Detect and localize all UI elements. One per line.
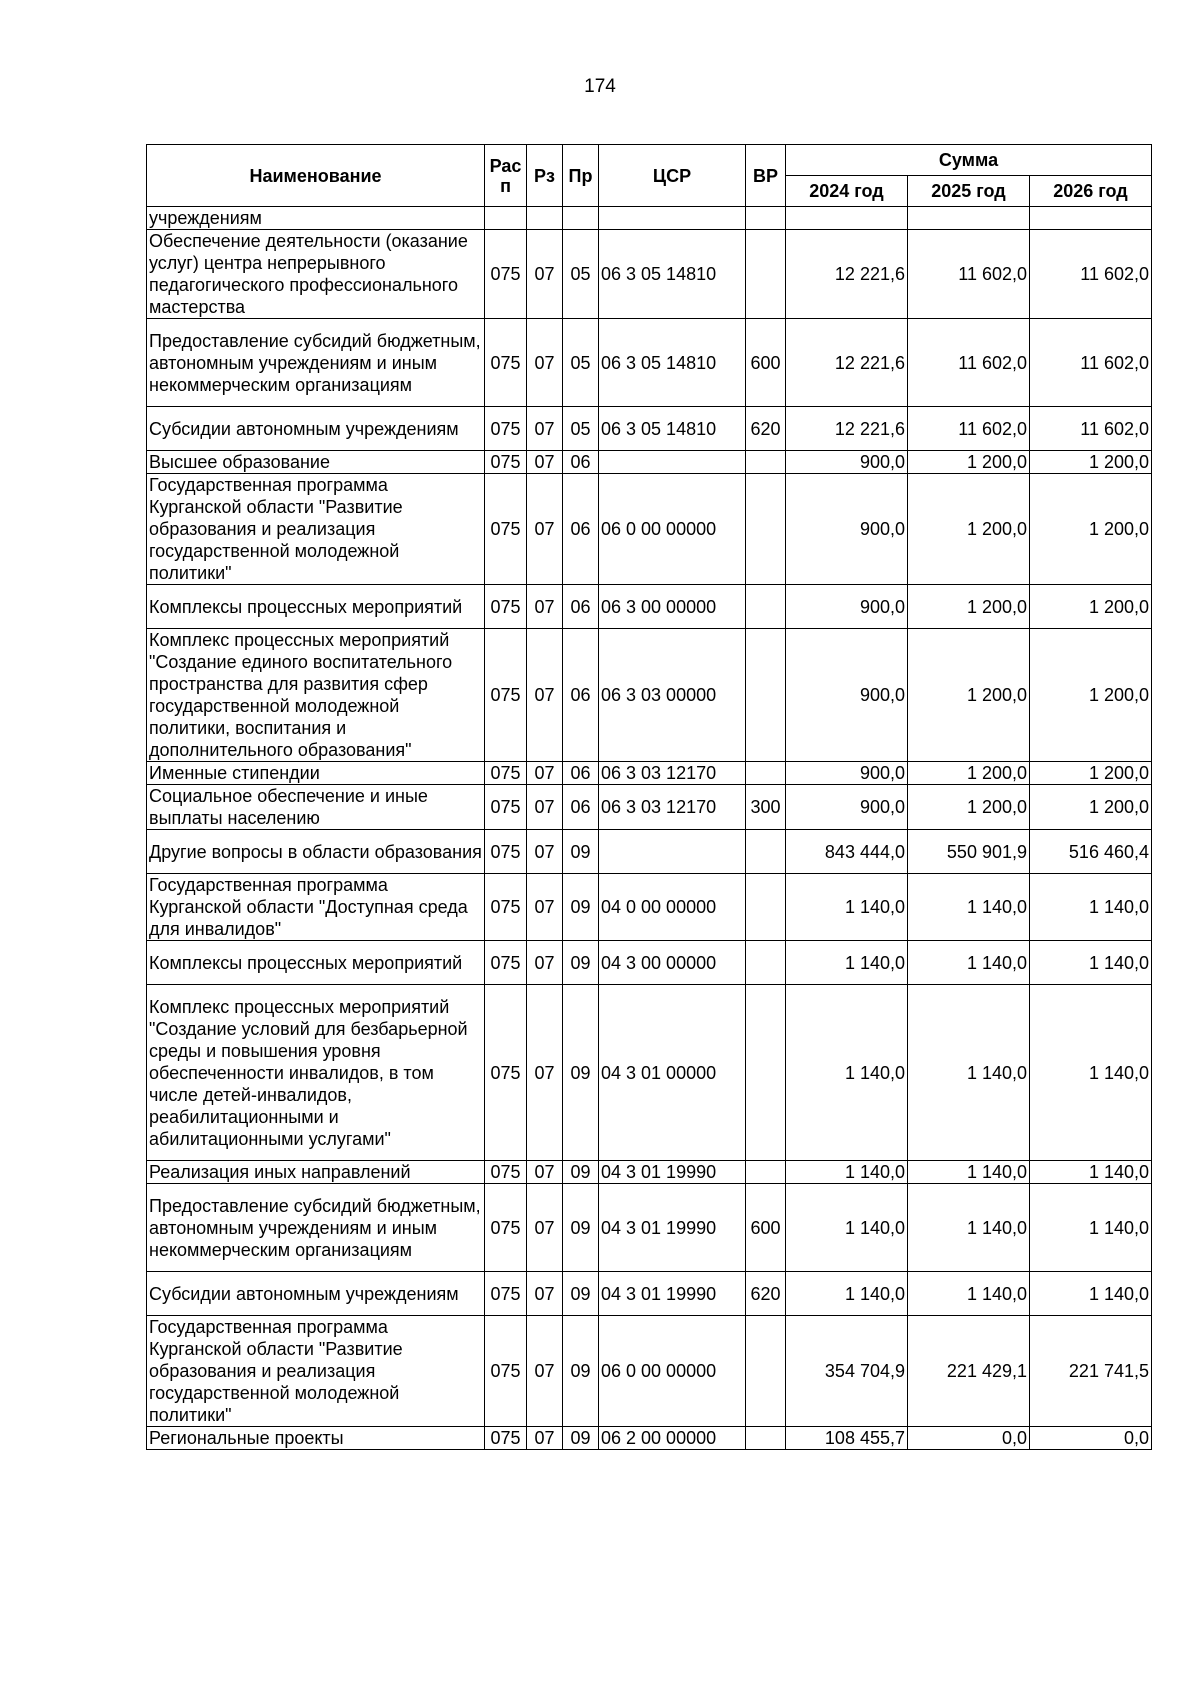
header-name: Наименование [147,145,485,207]
row-sum-2025: 1 140,0 [908,1184,1030,1272]
row-vr [746,762,786,785]
row-rasp: 075 [485,985,527,1161]
row-sum-2026: 1 140,0 [1030,1184,1152,1272]
row-csr [599,207,746,230]
row-sum-2024: 900,0 [786,762,908,785]
row-vr [746,1161,786,1184]
row-rz: 07 [527,451,563,474]
row-rz: 07 [527,1427,563,1450]
row-sum-2024: 900,0 [786,585,908,629]
table-row [147,629,1152,762]
row-rz: 07 [527,985,563,1161]
row-sum-2026: 1 200,0 [1030,474,1152,585]
row-name: Комплексы процессных мероприятий [147,941,485,985]
row-vr [746,874,786,941]
row-csr: 06 3 05 14810 [599,230,746,319]
row-sum-2024: 900,0 [786,785,908,830]
header-rasp: Рас п [485,145,527,207]
row-sum-2025: 1 140,0 [908,1161,1030,1184]
row-sum-2026: 221 741,5 [1030,1316,1152,1427]
row-vr: 620 [746,407,786,451]
row-pr: 06 [563,474,599,585]
row-vr [746,474,786,585]
table-row [147,785,1152,830]
row-vr [746,585,786,629]
row-rasp: 075 [485,474,527,585]
header-pr: Пр [563,145,599,207]
table-row [147,762,1152,785]
row-name: Другие вопросы в области образования [147,830,485,874]
row-rz: 07 [527,785,563,830]
header-year-2024: 2024 год [786,176,908,207]
row-sum-2024: 900,0 [786,451,908,474]
row-rz: 07 [527,1272,563,1316]
row-name: Государственная программа Курганской области "Развитие образования и реализация государственной молодежной политики" [147,1316,485,1427]
row-name: Комплексы процессных мероприятий [147,585,485,629]
row-sum-2026: 11 602,0 [1030,407,1152,451]
row-rasp: 075 [485,762,527,785]
row-rasp: 075 [485,451,527,474]
row-sum-2026: 1 200,0 [1030,785,1152,830]
row-pr [563,207,599,230]
row-sum-2025: 11 602,0 [908,319,1030,407]
row-vr [746,629,786,762]
row-pr: 06 [563,785,599,830]
row-sum-2025: 1 200,0 [908,451,1030,474]
row-sum-2025: 1 200,0 [908,585,1030,629]
table-row [147,585,1152,629]
row-csr: 06 3 05 14810 [599,407,746,451]
table-row [147,230,1152,319]
row-rasp: 075 [485,1184,527,1272]
row-name: Реализация иных направлений [147,1161,485,1184]
row-csr: 04 3 01 19990 [599,1161,746,1184]
row-rasp: 075 [485,629,527,762]
row-name: Комплекс процессных мероприятий "Создание единого воспитательного пространства для развития сфер государственной молодежной политики, воспитания и дополнительного образования" [147,629,485,762]
row-sum-2024: 843 444,0 [786,830,908,874]
row-name: Субсидии автономным учреждениям [147,1272,485,1316]
row-rasp: 075 [485,585,527,629]
row-rz: 07 [527,629,563,762]
row-sum-2026: 0,0 [1030,1427,1152,1450]
row-csr: 06 3 03 12170 [599,785,746,830]
row-name: Предоставление субсидий бюджетным, автономным учреждениям и иным некоммерческим организациям [147,1184,485,1272]
table-row [147,451,1152,474]
table-row [147,941,1152,985]
row-sum-2026: 1 140,0 [1030,985,1152,1161]
table-row [147,1316,1152,1427]
row-rasp: 075 [485,230,527,319]
row-sum-2026: 1 200,0 [1030,762,1152,785]
row-sum-2024: 1 140,0 [786,985,908,1161]
table-row [147,830,1152,874]
row-csr: 06 0 00 00000 [599,1316,746,1427]
row-rz: 07 [527,1184,563,1272]
row-vr [746,985,786,1161]
row-name: Субсидии автономным учреждениям [147,407,485,451]
header-year-2026: 2026 год [1030,176,1152,207]
row-csr: 06 0 00 00000 [599,474,746,585]
table-row [147,874,1152,941]
row-rasp: 075 [485,1272,527,1316]
row-vr [746,1316,786,1427]
row-sum-2024: 900,0 [786,629,908,762]
row-sum-2024: 1 140,0 [786,1161,908,1184]
row-csr: 06 3 00 00000 [599,585,746,629]
row-pr: 09 [563,830,599,874]
row-sum-2024: 900,0 [786,474,908,585]
row-sum-2025: 1 140,0 [908,1272,1030,1316]
row-rz: 07 [527,319,563,407]
row-name: Высшее образование [147,451,485,474]
row-sum-2024: 1 140,0 [786,1184,908,1272]
header-csr: ЦСР [599,145,746,207]
row-rz: 07 [527,230,563,319]
table-body [147,207,1152,1450]
row-sum-2024 [786,207,908,230]
row-csr [599,830,746,874]
row-pr: 09 [563,941,599,985]
row-csr: 06 3 03 12170 [599,762,746,785]
row-sum-2024: 12 221,6 [786,230,908,319]
row-rz: 07 [527,830,563,874]
table-row [147,474,1152,585]
row-vr [746,230,786,319]
header-sum: Сумма [786,145,1152,176]
row-rasp: 075 [485,1427,527,1450]
row-csr: 04 3 01 19990 [599,1184,746,1272]
row-name: Государственная программа Курганской области "Доступная среда для инвалидов" [147,874,485,941]
table-row [147,1272,1152,1316]
row-rz: 07 [527,762,563,785]
row-vr: 620 [746,1272,786,1316]
row-sum-2025: 1 200,0 [908,629,1030,762]
row-sum-2026: 1 140,0 [1030,874,1152,941]
row-rz: 07 [527,585,563,629]
row-rasp: 075 [485,874,527,941]
row-vr [746,1427,786,1450]
row-sum-2025: 1 140,0 [908,874,1030,941]
row-name: Обеспечение деятельности (оказание услуг) центра непрерывного педагогического профессионального мастерства [147,230,485,319]
row-csr [599,451,746,474]
row-pr: 06 [563,451,599,474]
budget-table [146,144,1152,1450]
row-sum-2025: 1 200,0 [908,785,1030,830]
row-name: Именные стипендии [147,762,485,785]
row-sum-2026: 1 200,0 [1030,451,1152,474]
row-rz: 07 [527,407,563,451]
row-pr: 06 [563,762,599,785]
row-pr: 06 [563,629,599,762]
row-sum-2025: 1 200,0 [908,762,1030,785]
row-sum-2024: 1 140,0 [786,874,908,941]
row-rasp: 075 [485,785,527,830]
row-sum-2025: 1 140,0 [908,985,1030,1161]
row-sum-2024: 354 704,9 [786,1316,908,1427]
row-sum-2024: 1 140,0 [786,1272,908,1316]
row-vr [746,451,786,474]
row-pr: 09 [563,1427,599,1450]
table-row [147,319,1152,407]
row-sum-2024: 1 140,0 [786,941,908,985]
row-rasp: 075 [485,319,527,407]
row-vr: 600 [746,319,786,407]
row-sum-2026: 1 140,0 [1030,941,1152,985]
table-row [147,407,1152,451]
row-pr: 09 [563,1161,599,1184]
row-sum-2024: 12 221,6 [786,319,908,407]
row-name: Государственная программа Курганской области "Развитие образования и реализация государственной молодежной политики" [147,474,485,585]
row-pr: 09 [563,985,599,1161]
row-rasp: 075 [485,1161,527,1184]
row-name: Комплекс процессных мероприятий "Создание условий для безбарьерной среды и повышения уровня обеспеченности инвалидов, в том числе детей-инвалидов, реабилитационными и абилитационными услугами" [147,985,485,1161]
row-vr [746,941,786,985]
row-sum-2026: 1 140,0 [1030,1272,1152,1316]
row-rasp: 075 [485,407,527,451]
row-vr: 300 [746,785,786,830]
header-rz: Рз [527,145,563,207]
row-rz: 07 [527,874,563,941]
row-rz: 07 [527,474,563,585]
table-row [147,1184,1152,1272]
row-name: Предоставление субсидий бюджетным, автономным учреждениям и иным некоммерческим организациям [147,319,485,407]
row-sum-2025: 0,0 [908,1427,1030,1450]
row-csr: 04 3 01 19990 [599,1272,746,1316]
row-name: Региональные проекты [147,1427,485,1450]
row-name: учреждениям [147,207,485,230]
row-sum-2025: 1 200,0 [908,474,1030,585]
row-rasp: 075 [485,830,527,874]
row-pr: 09 [563,1316,599,1427]
row-csr: 06 3 03 00000 [599,629,746,762]
row-vr [746,830,786,874]
row-sum-2026: 11 602,0 [1030,230,1152,319]
row-rasp [485,207,527,230]
row-vr [746,207,786,230]
table-row [147,1161,1152,1184]
row-rasp: 075 [485,941,527,985]
row-sum-2026 [1030,207,1152,230]
row-rz: 07 [527,1161,563,1184]
row-sum-2026: 11 602,0 [1030,319,1152,407]
row-vr: 600 [746,1184,786,1272]
header-year-2025: 2025 год [908,176,1030,207]
row-rz [527,207,563,230]
row-pr: 09 [563,874,599,941]
row-sum-2025: 221 429,1 [908,1316,1030,1427]
row-pr: 05 [563,407,599,451]
row-pr: 05 [563,319,599,407]
row-sum-2025: 11 602,0 [908,407,1030,451]
row-sum-2025: 1 140,0 [908,941,1030,985]
row-sum-2025 [908,207,1030,230]
row-csr: 06 2 00 00000 [599,1427,746,1450]
row-csr: 04 3 00 00000 [599,941,746,985]
header-vr: ВР [746,145,786,207]
row-sum-2026: 516 460,4 [1030,830,1152,874]
row-sum-2025: 550 901,9 [908,830,1030,874]
row-sum-2026: 1 200,0 [1030,629,1152,762]
row-sum-2024: 12 221,6 [786,407,908,451]
row-sum-2024: 108 455,7 [786,1427,908,1450]
table-row [147,1427,1152,1450]
row-sum-2025: 11 602,0 [908,230,1030,319]
row-pr: 09 [563,1184,599,1272]
table-row [147,207,1152,230]
row-csr: 06 3 05 14810 [599,319,746,407]
row-rasp: 075 [485,1316,527,1427]
page-number: 174 [584,76,616,97]
table-row [147,985,1152,1161]
row-sum-2026: 1 200,0 [1030,585,1152,629]
row-csr: 04 0 00 00000 [599,874,746,941]
row-rz: 07 [527,1316,563,1427]
row-rz: 07 [527,941,563,985]
row-name: Социальное обеспечение и иные выплаты населению [147,785,485,830]
row-pr: 05 [563,230,599,319]
row-sum-2026: 1 140,0 [1030,1161,1152,1184]
row-csr: 04 3 01 00000 [599,985,746,1161]
row-pr: 06 [563,585,599,629]
row-pr: 09 [563,1272,599,1316]
